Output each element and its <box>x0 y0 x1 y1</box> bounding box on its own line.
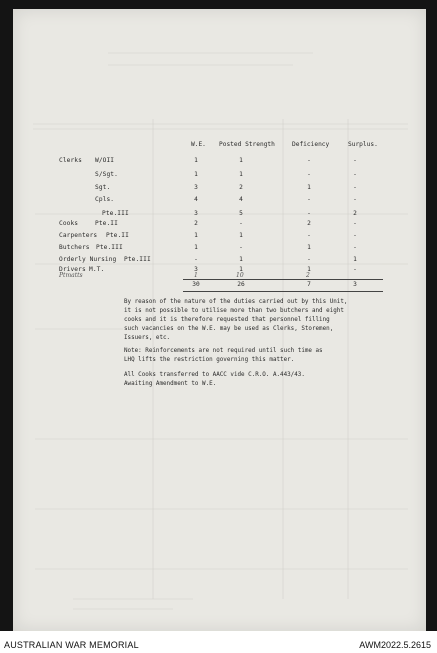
cell-surplus: - <box>353 266 357 273</box>
col-header-deficiency: Deficiency <box>292 141 330 148</box>
cell-surplus: - <box>353 196 357 203</box>
cell-deficiency: 1 <box>307 244 311 251</box>
cell-we: 1 <box>194 171 198 178</box>
cell-posted: 5 <box>239 210 243 217</box>
cell-we: 4 <box>194 196 198 203</box>
row-group-label: Carpenters <box>59 232 98 239</box>
cell-posted: 1 <box>239 266 243 273</box>
cell-posted: 1 <box>239 171 243 178</box>
paragraph-note: Note: Reinforcements are not required until such time as LHQ lifts the restriction governing this matter. <box>124 348 323 363</box>
row-group-label: Orderly Nursing <box>59 256 117 263</box>
handwritten-posted: 10 <box>236 272 244 279</box>
row-label: Pte.II <box>106 232 129 239</box>
row-label: Pte.III <box>102 210 129 217</box>
cell-we: 1 <box>194 232 198 239</box>
cell-deficiency: - <box>307 196 311 203</box>
cell-we: 1 <box>194 244 198 251</box>
footer-reference: AWM2022.5.2615 <box>359 640 431 650</box>
archive-footer <box>0 631 437 653</box>
cell-surplus: - <box>353 184 357 191</box>
cell-deficiency: 1 <box>307 266 311 273</box>
totals-bottom-rule <box>183 291 383 292</box>
row-label: Pte.III <box>96 244 123 251</box>
total-posted: 26 <box>237 281 245 288</box>
cell-surplus: - <box>353 157 357 164</box>
paragraph-cooks-transfer: All Cooks transferred to AACC vide C.R.O. A.443/43. Awaiting Amendment to W.E. <box>124 372 305 387</box>
cell-deficiency: - <box>307 157 311 164</box>
cell-posted: 4 <box>239 196 243 203</box>
cell-surplus: 2 <box>353 210 357 217</box>
cell-deficiency: - <box>307 256 311 263</box>
row-label: Pte.III <box>124 256 151 263</box>
col-header-we: W.E. <box>191 141 206 148</box>
handwritten-we: 1 <box>194 272 198 279</box>
col-header-posted-strength: Posted Strength <box>219 141 275 148</box>
cell-posted: 1 <box>239 232 243 239</box>
row-label: Sgt. <box>95 184 111 191</box>
cell-we: 1 <box>194 157 198 164</box>
totals-top-rule <box>183 279 383 280</box>
total-we: 30 <box>192 281 200 288</box>
cell-posted: - <box>239 220 243 227</box>
cell-we: 3 <box>194 184 198 191</box>
col-header-surplus: Surplus. <box>348 141 378 148</box>
row-group-label: Clerks <box>59 157 82 164</box>
cell-we: - <box>194 256 198 263</box>
cell-we: 2 <box>194 220 198 227</box>
cell-we: 3 <box>194 210 198 217</box>
cell-deficiency: 1 <box>307 184 311 191</box>
cell-deficiency: 2 <box>307 220 311 227</box>
cell-posted: 1 <box>239 157 243 164</box>
row-label: S/Sgt. <box>95 171 118 178</box>
row-label: Pte.II <box>95 220 118 227</box>
cell-deficiency: - <box>307 171 311 178</box>
cell-surplus: - <box>353 232 357 239</box>
cell-surplus: - <box>353 171 357 178</box>
row-label: W/OII <box>95 157 115 164</box>
paragraph-duties: By reason of the nature of the duties carried out by this Unit, it is not possible to utilise more than two butchers and eight cooks and it is therefore requested that personnel filling such vacancies on the W.E. may be used as Clerks, Storemen, Issuers, etc. <box>124 299 348 341</box>
cell-deficiency: - <box>307 210 311 217</box>
footer-institution: AUSTRALIAN WAR MEMORIAL <box>4 640 139 650</box>
total-surplus: 3 <box>353 281 357 288</box>
total-deficiency: 7 <box>307 281 311 288</box>
cell-deficiency: - <box>307 232 311 239</box>
cell-posted: 1 <box>239 256 243 263</box>
cell-surplus: 1 <box>353 256 357 263</box>
row-group-label: Butchers <box>59 244 90 251</box>
row-label: Cpls. <box>95 196 115 203</box>
cell-surplus: - <box>353 220 357 227</box>
row-group-label: Cooks <box>59 220 79 227</box>
cell-we: 3 <box>194 266 198 273</box>
row-label: M.T. <box>89 266 105 273</box>
handwritten-deficiency: 2 <box>306 272 310 279</box>
row-group-label: Drivers <box>59 266 86 273</box>
cell-posted: - <box>239 244 243 251</box>
document-page <box>13 9 426 631</box>
cell-surplus: - <box>353 244 357 251</box>
cell-posted: 2 <box>239 184 243 191</box>
handwritten-row-label: Ptmatts <box>59 272 83 279</box>
